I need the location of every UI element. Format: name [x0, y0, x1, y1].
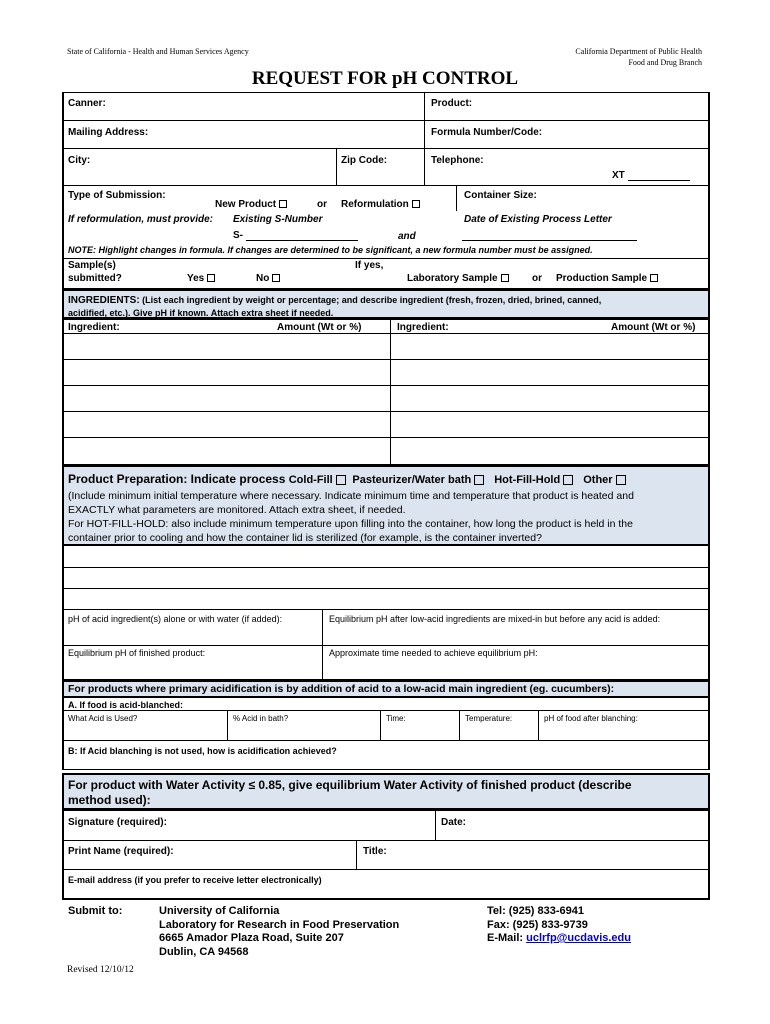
new-product-checkbox[interactable]	[279, 200, 287, 208]
submission-type-label: Type of Submission:	[68, 190, 166, 201]
ph-time-label: Approximate time needed to achieve equilibrium pH:	[329, 648, 538, 658]
s-number-field[interactable]	[246, 240, 358, 241]
lab-sample-option[interactable]	[407, 273, 509, 284]
other-label: Other	[583, 474, 613, 486]
yes-label: Yes	[187, 273, 205, 284]
new-product-label: New Product	[215, 199, 277, 210]
existing-s-number-label: Existing S-Number	[233, 214, 323, 225]
ingredients-text-1: (List each ingredient by weight or percentage; and describe ingredient (fresh, frozen, dried, brined, canned,	[139, 295, 602, 305]
s-prefix: S-	[233, 230, 243, 241]
submit-contact	[487, 905, 631, 946]
date-existing-field[interactable]	[462, 240, 637, 241]
lab-sample-checkbox[interactable]	[501, 274, 509, 282]
reformulation-checkbox[interactable]	[412, 200, 420, 208]
col-amount: Amount (Wt or %)	[277, 322, 362, 333]
no-checkbox[interactable]	[272, 274, 280, 282]
prep-text-3: For HOT-FILL-HOLD: also include minimum temperature upon filling into the container, how long the product is held in the	[68, 518, 633, 530]
ingredient-cell[interactable]	[64, 334, 389, 358]
or-text-2: or	[532, 273, 542, 284]
page-title: REQUEST FOR pH CONTROL	[251, 68, 519, 89]
lab-sample-label: Laboratory Sample	[407, 273, 498, 284]
ph-finished-label: Equilibrium pH of finished product:	[68, 648, 206, 658]
submit-label: Submit to:	[68, 905, 123, 917]
water-activity-line-1: For product with Water Activity ≤ 0.85, give equilibrium Water Activity of finished product (describe	[68, 778, 632, 792]
samples-label-1: Sample(s)	[68, 260, 116, 271]
no-option[interactable]	[256, 273, 280, 284]
pct-acid-label: % Acid in bath?	[233, 714, 289, 723]
and-text: and	[398, 231, 416, 242]
email-prefix: E-Mail:	[487, 932, 527, 944]
if-reformulation-label: If reformulation, must provide:	[68, 214, 214, 225]
acid-blanched-label: A. If food is acid-blanched:	[68, 700, 184, 710]
hot-fill-label: Hot-Fill-Hold	[494, 474, 561, 486]
acid-blanching-b-label: B: If Acid blanching is not used, how is acidification achieved?	[68, 746, 337, 756]
zip-label: Zip Code:	[341, 155, 388, 166]
pasteurizer-checkbox[interactable]	[474, 475, 484, 485]
submit-address	[159, 905, 399, 959]
prep-text-2: EXACTLY what parameters are monitored. Attach extra sheet, if needed.	[68, 504, 406, 516]
mailing-label: Mailing Address:	[68, 127, 149, 138]
temperature-label: Temperature:	[465, 714, 513, 723]
preparation-lines[interactable]	[62, 546, 710, 609]
org-1: University of California	[159, 905, 280, 917]
no-label: No	[256, 273, 270, 284]
ph-after-label: pH of food after blanching:	[544, 714, 638, 723]
water-activity-text	[68, 778, 632, 808]
yes-option[interactable]	[187, 273, 215, 284]
cold-fill-label: Cold-Fill	[288, 474, 333, 486]
preparation-heading-row	[68, 472, 626, 486]
ingredients-text-2: acidified, etc.). Give pH if known. Attach extra sheet if needed.	[68, 308, 334, 318]
ph-equil-low-acid-label: Equilibrium pH after low-acid ingredients are mixed-in but before any acid is added:	[329, 614, 661, 624]
water-activity-line-2: method used):	[68, 793, 151, 807]
print-name-label: Print Name (required):	[68, 846, 174, 857]
ph-acid-alone-label: pH of acid ingredient(s) alone or with water (if added):	[68, 614, 283, 624]
product-label: Product:	[431, 98, 473, 109]
or-text: or	[317, 199, 327, 210]
time-label: Time:	[386, 714, 406, 723]
ingredient-cell[interactable]	[391, 334, 708, 358]
xt-field[interactable]	[628, 180, 690, 181]
acidification-heading: For products where primary acidification is by addition of acid to a low-acid main ingredient (eg. cucumbers):	[68, 683, 615, 695]
date-existing-label: Date of Existing Process Letter	[464, 214, 612, 225]
email-link[interactable]: uclrfp@ucdavis.edu	[526, 932, 631, 944]
xt-label: XT	[612, 170, 625, 181]
city-label: City:	[68, 155, 91, 166]
canner-label: Canner:	[68, 98, 106, 109]
telephone-label: Telephone:	[431, 155, 484, 166]
container-size-label: Container Size:	[464, 190, 537, 201]
what-acid-label: What Acid is Used?	[68, 714, 138, 723]
formula-label: Formula Number/Code:	[431, 127, 543, 138]
yes-checkbox[interactable]	[207, 274, 215, 282]
reformulation-label: Reformulation	[341, 199, 409, 210]
fax: Fax: (925) 833-9739	[487, 918, 588, 931]
tel: Tel: (925) 833-6941	[487, 905, 585, 917]
other-checkbox[interactable]	[616, 475, 626, 485]
prod-sample-option[interactable]	[556, 273, 658, 284]
agency-left: State of California - Health and Human Services Agency	[67, 47, 249, 56]
reformulation-option[interactable]	[341, 199, 420, 210]
date-label: Date:	[441, 817, 467, 828]
col-ingredient-2: Ingredient:	[397, 322, 449, 333]
org-4: Dublin, CA 94568	[159, 945, 249, 958]
cold-fill-checkbox[interactable]	[336, 475, 346, 485]
signature-label: Signature (required):	[68, 817, 167, 828]
prep-text-4: container prior to cooling and how the container lid is sterilized (for example, is the container inverted?	[68, 532, 542, 544]
ingredients-instructions	[68, 294, 698, 319]
pasteurizer-label: Pasteurizer/Water bath	[352, 474, 472, 486]
prod-sample-label: Production Sample	[556, 273, 648, 284]
formula-note: NOTE: Highlight changes in formula. If changes are determined to be significant, a new formula number must be assigned.	[68, 245, 593, 255]
ingredients-heading: INGREDIENTS:	[68, 295, 140, 306]
email-label: E-mail address (if you prefer to receive letter electronically)	[68, 875, 322, 885]
org-3: 6665 Amador Plaza Road, Suite 207	[159, 932, 344, 944]
samples-label-2: submitted?	[68, 273, 122, 284]
email-row	[487, 932, 631, 946]
col-ingredient: Ingredient:	[68, 322, 120, 333]
agency-right-2: Food and Drug Branch	[628, 58, 702, 67]
agency-right-1: California Department of Public Health	[575, 47, 702, 56]
prep-text-1: (Include minimum initial temperature where necessary. Indicate minimum time and temperature that product is heated and	[68, 490, 634, 502]
preparation-heading: Product Preparation: Indicate process	[68, 472, 286, 486]
col-amount-2: Amount (Wt or %)	[611, 322, 696, 333]
preparation-instructions	[68, 489, 708, 545]
new-product-option[interactable]	[215, 199, 287, 210]
if-yes-label: If yes,	[355, 260, 384, 271]
revised-date: Revised 12/10/12	[67, 965, 134, 975]
prod-sample-checkbox[interactable]	[650, 274, 658, 282]
title-label: Title:	[363, 846, 387, 857]
hot-fill-checkbox[interactable]	[563, 475, 573, 485]
org-2: Laboratory for Research in Food Preservation	[159, 918, 400, 931]
